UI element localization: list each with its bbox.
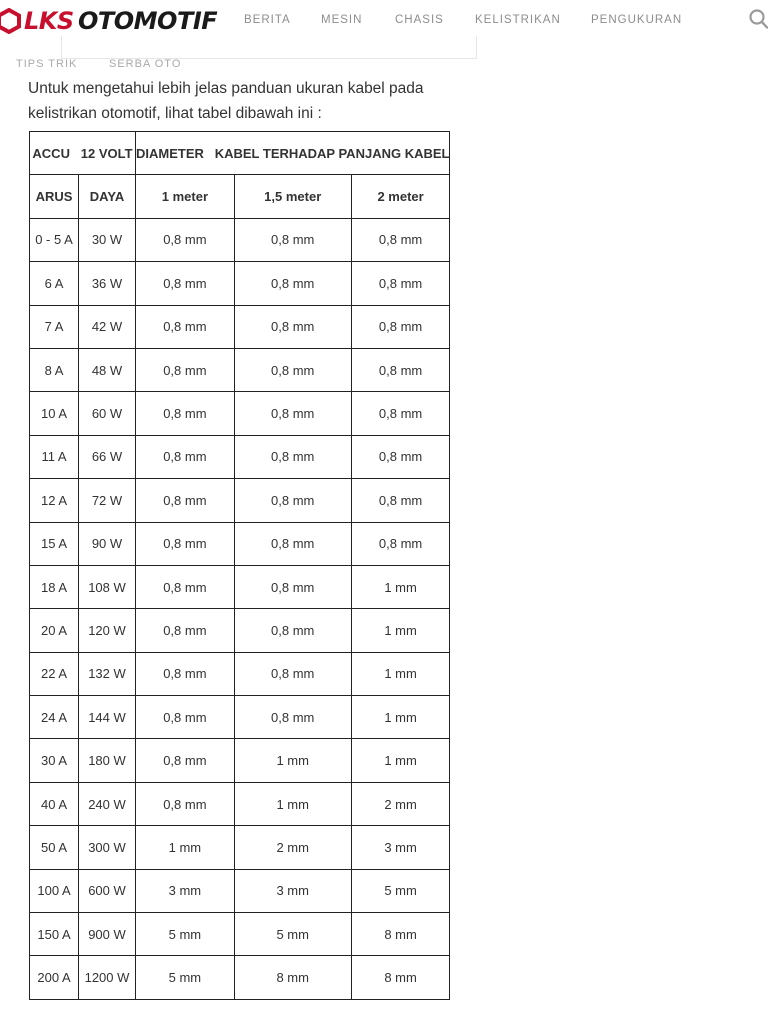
table-row [30,305,450,348]
cell-1-meter: 0,8 mm [136,739,235,782]
logo-text [24,6,217,36]
cell-1-meter: 1 mm [136,826,235,869]
cell-1-meter: 0,8 mm [136,218,235,261]
cell-daya: 600 W [79,869,136,912]
column-header-daya: DAYA [79,175,136,218]
cell-1-meter: 0,8 mm [136,522,235,565]
cell-1-meter: 5 mm [136,913,235,956]
site-logo[interactable] [0,6,217,36]
cell-2-meter: 2 mm [351,782,450,825]
cell-2-meter: 5 mm [351,869,450,912]
cell-daya: 66 W [79,435,136,478]
cell-2-meter: 0,8 mm [351,392,450,435]
cell-arus: 6 A [30,262,79,305]
cell-arus: 7 A [30,305,79,348]
cell-1-5-meter: 3 mm [234,869,351,912]
cell-1-5-meter: 0,8 mm [234,348,351,391]
group-header-accu: ACCU 12 VOLT [30,132,136,175]
cell-arus: 50 A [30,826,79,869]
article-intro: Untuk mengetahui lebih jelas panduan ukuran kabel pada kelistrikan otomotif, lihat tabel dibawah ini : [28,79,424,122]
cell-1-meter: 3 mm [136,869,235,912]
table-row [30,913,450,956]
cell-daya: 90 W [79,522,136,565]
nav-dropdown-panel [61,36,477,59]
cell-daya: 48 W [79,348,136,391]
cell-daya: 36 W [79,262,136,305]
cell-2-meter: 3 mm [351,826,450,869]
cell-1-5-meter: 0,8 mm [234,305,351,348]
nav-berita[interactable]: BERITA [244,14,291,26]
cell-1-5-meter: 0,8 mm [234,565,351,608]
nav-mesin[interactable]: MESIN [321,14,363,26]
cell-daya: 300 W [79,826,136,869]
cell-arus: 100 A [30,869,79,912]
table-row [30,435,450,478]
cell-2-meter: 0,8 mm [351,262,450,305]
table-row [30,739,450,782]
nav-tips-trik[interactable]: TIPS TRIK [16,58,78,70]
cell-daya: 180 W [79,739,136,782]
cell-1-meter: 5 mm [136,956,235,999]
cell-daya: 1200 W [79,956,136,999]
cell-1-5-meter: 0,8 mm [234,435,351,478]
cell-arus: 20 A [30,609,79,652]
nav-serba-oto[interactable]: SERBA OTO [109,58,182,70]
cell-2-meter: 0,8 mm [351,348,450,391]
cell-arus: 40 A [30,782,79,825]
cell-daya: 42 W [79,305,136,348]
column-header-arus: ARUS [30,175,79,218]
table-row [30,348,450,391]
column-header-1-5-meter: 1,5 meter [234,175,351,218]
cell-1-5-meter: 0,8 mm [234,522,351,565]
cell-1-meter: 0,8 mm [136,348,235,391]
cell-2-meter: 1 mm [351,696,450,739]
cell-daya: 132 W [79,652,136,695]
cable-size-table [29,131,450,1000]
cell-daya: 240 W [79,782,136,825]
cell-daya: 72 W [79,479,136,522]
table-row [30,696,450,739]
table-row [30,956,450,999]
table-row [30,826,450,869]
cell-1-meter: 0,8 mm [136,305,235,348]
cell-2-meter: 0,8 mm [351,305,450,348]
cell-1-meter: 0,8 mm [136,696,235,739]
table-row [30,782,450,825]
cell-1-5-meter: 0,8 mm [234,262,351,305]
cell-daya: 900 W [79,913,136,956]
cell-1-5-meter: 0,8 mm [234,652,351,695]
logo-hexagon-icon [0,8,22,34]
cell-arus: 22 A [30,652,79,695]
cell-arus: 200 A [30,956,79,999]
table-column-header-row [30,175,450,218]
cell-1-meter: 0,8 mm [136,652,235,695]
cell-1-5-meter: 5 mm [234,913,351,956]
cell-daya: 144 W [79,696,136,739]
cell-daya: 108 W [79,565,136,608]
cell-arus: 10 A [30,392,79,435]
cell-2-meter: 0,8 mm [351,479,450,522]
cell-arus: 12 A [30,479,79,522]
cell-1-5-meter: 0,8 mm [234,609,351,652]
group-header-diameter: DIAMETER KABEL TERHADAP PANJANG KABEL [136,132,450,175]
table-row [30,479,450,522]
table-row [30,869,450,912]
cell-2-meter: 1 mm [351,739,450,782]
cell-arus: 11 A [30,435,79,478]
cell-daya: 120 W [79,609,136,652]
cell-arus: 30 A [30,739,79,782]
cell-2-meter: 8 mm [351,956,450,999]
nav-kelistrikan[interactable]: KELISTRIKAN [475,14,561,26]
cell-2-meter: 8 mm [351,913,450,956]
table-row [30,609,450,652]
cell-1-5-meter: 0,8 mm [234,479,351,522]
cell-2-meter: 1 mm [351,565,450,608]
table-row [30,652,450,695]
cell-2-meter: 1 mm [351,652,450,695]
cell-1-meter: 0,8 mm [136,782,235,825]
table-row [30,262,450,305]
column-header-1-meter: 1 meter [136,175,235,218]
cell-arus: 15 A [30,522,79,565]
table-row [30,218,450,261]
cell-1-5-meter: 1 mm [234,739,351,782]
table-row [30,392,450,435]
cell-1-5-meter: 0,8 mm [234,696,351,739]
cell-1-meter: 0,8 mm [136,479,235,522]
cell-2-meter: 0,8 mm [351,435,450,478]
nav-chasis[interactable]: CHASIS [395,14,444,26]
cell-2-meter: 1 mm [351,609,450,652]
cell-arus: 18 A [30,565,79,608]
table-row [30,565,450,608]
cell-1-5-meter: 8 mm [234,956,351,999]
cell-1-5-meter: 0,8 mm [234,392,351,435]
cell-2-meter: 0,8 mm [351,218,450,261]
cell-1-5-meter: 1 mm [234,782,351,825]
column-header-2-meter: 2 meter [351,175,450,218]
cell-1-meter: 0,8 mm [136,565,235,608]
cell-1-5-meter: 0,8 mm [234,218,351,261]
cell-2-meter: 0,8 mm [351,522,450,565]
cell-daya: 30 W [79,218,136,261]
cell-arus: 0 - 5 A [30,218,79,261]
cell-1-meter: 0,8 mm [136,609,235,652]
cell-1-meter: 0,8 mm [136,392,235,435]
cell-1-meter: 0,8 mm [136,435,235,478]
cell-daya: 60 W [79,392,136,435]
logo-text-red: LKS [24,7,74,35]
nav-pengukuran[interactable]: PENGUKURAN [591,14,683,26]
table-group-header-row [30,132,450,175]
table-row [30,522,450,565]
cell-arus: 24 A [30,696,79,739]
search-icon[interactable] [748,8,768,30]
cell-arus: 150 A [30,913,79,956]
cell-1-5-meter: 2 mm [234,826,351,869]
cell-1-meter: 0,8 mm [136,262,235,305]
logo-text-dark: OTOMOTIF [77,7,218,35]
cell-arus: 8 A [30,348,79,391]
